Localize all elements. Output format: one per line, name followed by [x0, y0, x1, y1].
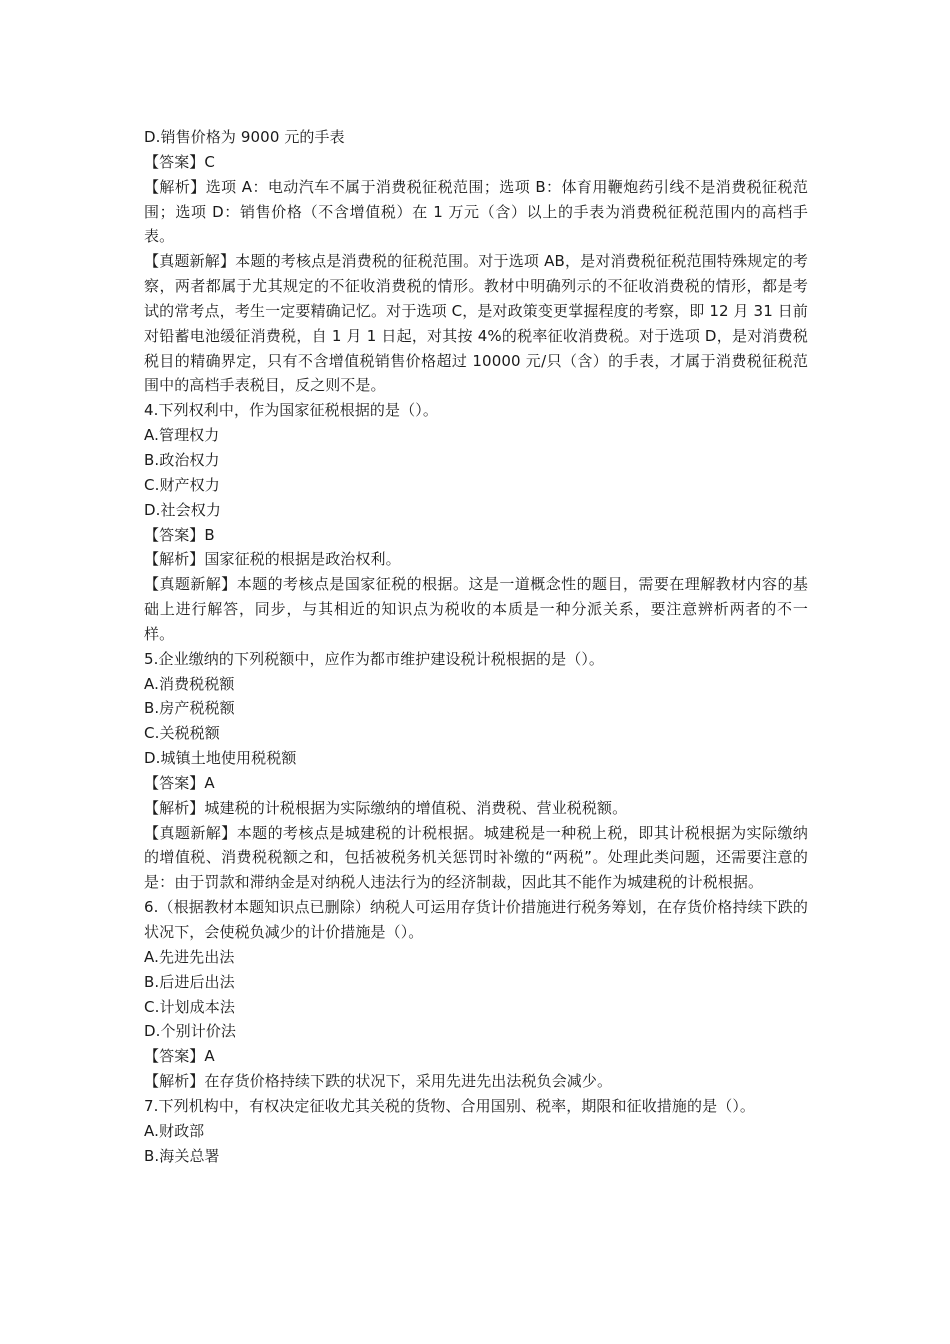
question-5-option-b: B.房产税税额: [144, 699, 235, 718]
question-5-new-explanation: 【真题新解】本题的考核点是城建税的计税根据。城建税是一种税上税，即其计税根据为实际缴纳的增值税、消费税税额之和，包括被税务机关惩罚时补缴的“两税”。处理此类问题，还需要注意的是：由于罚款和滞纳金是对纳税人违法行为的经济制裁，因此其不能作为城建税的计税根据。: [144, 823, 808, 892]
document-page: [144, 125, 808, 1168]
option-d-line: D.销售价格为 9000 元的手表: [144, 128, 345, 146]
question-4-analysis: 【解析】国家征税的根据是政治权利。: [144, 550, 401, 569]
question-6-option-d: D.个别计价法: [144, 1022, 237, 1041]
question-6-option-a: A.先进先出法: [144, 947, 235, 966]
question-5-option-a: A.消费税税额: [144, 674, 235, 693]
question-4-option-c: C.财产权力: [144, 475, 220, 494]
question-4-option-b: B.政治权力: [144, 450, 220, 469]
question-5-option-d: D.城镇土地使用税税额: [144, 749, 297, 768]
question-5: 5.企业缴纳的下列税额中，应作为都市维护建设税计税根据的是（）。: [144, 649, 605, 668]
question-6-option-b: B.后进后出法: [144, 972, 235, 991]
question-7-option-a: A.财政部: [144, 1121, 205, 1140]
question-5-answer: 【答案】A: [144, 773, 215, 792]
question-4-answer: 【答案】B: [144, 525, 215, 544]
question-6-option-c: C.计划成本法: [144, 997, 235, 1016]
question-4-option-d: D.社会权力: [144, 500, 221, 519]
question-4-new-explanation: 【真题新解】本题的考核点是国家征税的根据。这是一道概念性的题目，需要在理解教材内容的基础上进行解答，同步，与其相近的知识点为税收的本质是一种分派关系，要注意辨析两者的不一样。: [144, 575, 808, 643]
analysis-paragraph: 【解析】选项 A：电动汽车不属于消费税征税范围；选项 B：体育用鞭炮药引线不是消费税征税范围；选项 D：销售价格（不含增值税）在 1 万元（含）以上的手表为消费税征税范围内的高档手表。: [144, 177, 808, 246]
question-6-analysis: 【解析】在存货价格持续下跌的状况下，采用先进先出法税负会减少。: [144, 1072, 613, 1091]
new-explanation-paragraph: 【真题新解】本题的考核点是消费税的征税范围。对于选项 AB，是对消费税征税范围特殊规定的考察，两者都属于尤其规定的不征收消费税的情形。教材中明确列示的不征收消费税的情形，都是考试的常考点，考生一定要精确记忆。对于选项 C，是对政策变更掌握程度的考察，即 12 月 31 日前对铅蓄电池缓征消费税，自 1 月 1 日起，对其按 4%的税率征收消费税。对于选项 D，是对消费税税目的精确界定，只有不含增值税销售价格超过 10000 元/只（含）的手表，才属于消费税征税范围中的高档手表税目，反之则不是。: [144, 252, 808, 395]
question-6: 6.（根据教材本题知识点已删除）纳税人可运用存货计价措施进行税务筹划，在存货价格持续下跌的状况下，会使税负减少的计价措施是（）。: [144, 898, 808, 941]
question-6-answer: 【答案】A: [144, 1047, 215, 1066]
question-5-option-c: C.关税税额: [144, 724, 220, 743]
answer-line: 【答案】C: [144, 152, 215, 171]
question-4-option-a: A.管理权力: [144, 426, 220, 445]
question-5-analysis: 【解析】城建税的计税根据为实际缴纳的增值税、消费税、营业税税额。: [144, 798, 628, 817]
question-7: 7.下列机构中，有权决定征收尤其关税的货物、合用国别、税率，期限和征收措施的是（）。: [144, 1096, 756, 1115]
question-7-option-b: B.海关总署: [144, 1146, 220, 1165]
question-4: 4.下列权利中，作为国家征税根据的是（）。: [144, 401, 438, 420]
